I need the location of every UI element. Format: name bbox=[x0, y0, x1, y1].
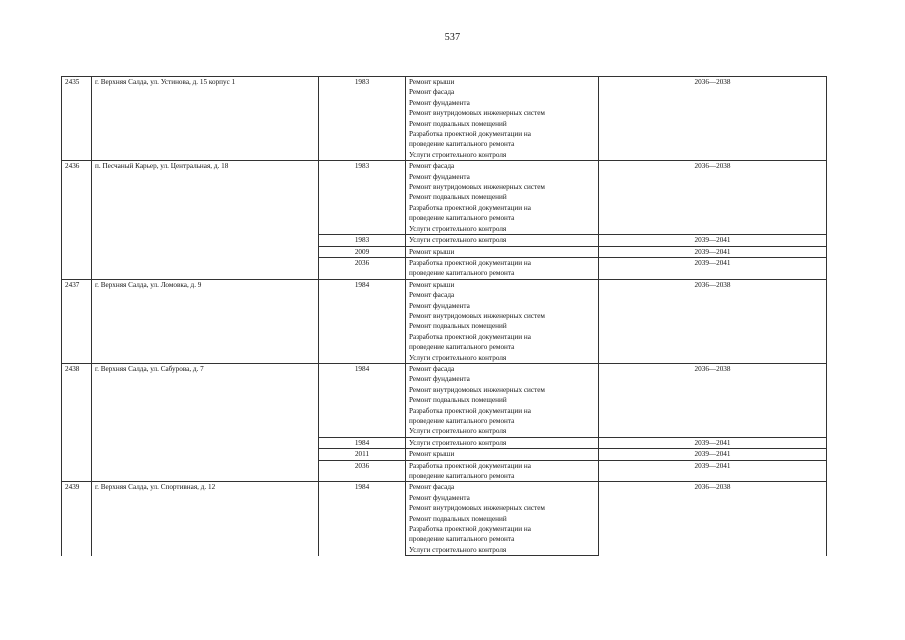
work-item: Ремонт фундамента bbox=[409, 172, 470, 181]
work-item: проведение капитального ремонта bbox=[409, 140, 515, 149]
work-item: Ремонт внутридомовых инженерных систем bbox=[409, 385, 545, 394]
year-cell: 2036 bbox=[319, 460, 406, 482]
work-list-cell bbox=[406, 482, 599, 556]
work-list-cell bbox=[406, 363, 599, 437]
work-item: Ремонт внутридомовых инженерных систем bbox=[409, 311, 545, 320]
work-item: проведение капитального ремонта bbox=[409, 214, 515, 223]
work-list-cell bbox=[406, 161, 599, 235]
work-item: проведение капитального ремонта bbox=[409, 269, 515, 278]
work-item: Ремонт крыши bbox=[409, 247, 455, 256]
work-item: Ремонт фасада bbox=[409, 291, 455, 300]
work-item: Ремонт подвальных помещений bbox=[409, 322, 507, 331]
work-list-cell bbox=[406, 279, 599, 363]
work-item: Ремонт подвальных помещений bbox=[409, 514, 507, 523]
year-cell: 2036 bbox=[319, 257, 406, 279]
building-row bbox=[62, 482, 827, 556]
year-cell: 2009 bbox=[319, 246, 406, 257]
work-list-cell bbox=[406, 257, 599, 279]
building-row bbox=[62, 77, 827, 161]
building-row bbox=[62, 363, 827, 437]
work-item: Разработка проектной документации на bbox=[409, 130, 531, 139]
work-item: Ремонт внутридомовых инженерных систем bbox=[409, 183, 545, 192]
period-cell: 2039—2041 bbox=[599, 449, 827, 460]
row-number: 2436 bbox=[62, 161, 92, 279]
period-cell: 2036—2038 bbox=[599, 363, 827, 437]
work-item: Услуги строительного контроля bbox=[409, 545, 507, 554]
work-item: Ремонт крыши bbox=[409, 450, 455, 459]
work-item: Ремонт фасада bbox=[409, 483, 455, 492]
work-item: Разработка проектной документации на bbox=[409, 525, 531, 534]
work-item: Разработка проектной документации на bbox=[409, 258, 531, 267]
work-item: Услуги строительного контроля bbox=[409, 353, 507, 362]
work-item: Услуги строительного контроля bbox=[409, 427, 507, 436]
building-address: г. Верхняя Салда, ул. Ломовка, д. 9 bbox=[92, 279, 319, 363]
work-item: Разработка проектной документации на bbox=[409, 332, 531, 341]
work-item: Ремонт подвальных помещений bbox=[409, 396, 507, 405]
building-address: г. Верхняя Салда, ул. Устинова, д. 15 корпус 1 bbox=[92, 77, 319, 161]
work-item: Ремонт фундамента bbox=[409, 301, 470, 310]
work-item: Услуги строительного контроля bbox=[409, 224, 507, 233]
work-item: Ремонт фасада bbox=[409, 88, 455, 97]
period-cell: 2036—2038 bbox=[599, 482, 827, 556]
work-item: проведение капитального ремонта bbox=[409, 535, 515, 544]
year-cell: 1984 bbox=[319, 437, 406, 448]
row-number: 2439 bbox=[62, 482, 92, 556]
work-item: Разработка проектной документации на bbox=[409, 461, 531, 470]
year-cell: 1983 bbox=[319, 161, 406, 235]
work-item: проведение капитального ремонта bbox=[409, 417, 515, 425]
row-number: 2438 bbox=[62, 363, 92, 481]
work-item: Разработка проектной документации на bbox=[409, 203, 531, 212]
work-item: Ремонт фундамента bbox=[409, 375, 470, 384]
period-cell: 2036—2038 bbox=[599, 77, 827, 161]
year-cell: 1983 bbox=[319, 235, 406, 246]
year-cell: 1983 bbox=[319, 77, 406, 161]
work-list-cell bbox=[406, 437, 599, 448]
work-item: Ремонт внутридомовых инженерных систем bbox=[409, 504, 545, 513]
work-item: Разработка проектной документации на bbox=[409, 406, 531, 415]
work-list-cell bbox=[406, 449, 599, 460]
work-item: Ремонт фундамента bbox=[409, 493, 470, 502]
work-item: Услуги строительного контроля bbox=[409, 236, 507, 245]
building-row bbox=[62, 279, 827, 363]
repair-schedule-body bbox=[62, 77, 827, 556]
work-item: Услуги строительного контроля bbox=[409, 150, 507, 159]
period-cell: 2039—2041 bbox=[599, 257, 827, 279]
period-cell: 2039—2041 bbox=[599, 246, 827, 257]
year-cell: 2011 bbox=[319, 449, 406, 460]
period-cell: 2039—2041 bbox=[599, 235, 827, 246]
work-list-cell bbox=[406, 460, 599, 482]
building-address: п. Песчаный Карьер, ул. Центральная, д. 18 bbox=[92, 161, 319, 279]
work-item: Ремонт фасада bbox=[409, 364, 455, 373]
work-item: проведение капитального ремонта bbox=[409, 472, 515, 481]
building-address: г. Верхняя Салда, ул. Сабурова, д. 7 bbox=[92, 363, 319, 481]
year-cell: 1984 bbox=[319, 482, 406, 556]
work-item: Ремонт крыши bbox=[409, 280, 455, 289]
building-address: г. Верхняя Салда, ул. Спортивная, д. 12 bbox=[92, 482, 319, 556]
row-number: 2435 bbox=[62, 77, 92, 161]
work-item: Ремонт подвальных помещений bbox=[409, 119, 507, 128]
work-list-cell bbox=[406, 77, 599, 161]
year-cell: 1984 bbox=[319, 279, 406, 363]
work-item: Ремонт фундамента bbox=[409, 98, 470, 107]
work-item: Ремонт крыши bbox=[409, 78, 455, 86]
period-cell: 2036—2038 bbox=[599, 161, 827, 235]
work-list-cell bbox=[406, 235, 599, 246]
work-item: Ремонт фасада bbox=[409, 162, 455, 171]
repair-schedule-table bbox=[61, 76, 827, 556]
period-cell: 2039—2041 bbox=[599, 437, 827, 448]
work-item: Ремонт внутридомовых инженерных систем bbox=[409, 109, 545, 118]
year-cell: 1984 bbox=[319, 363, 406, 437]
work-item: Ремонт подвальных помещений bbox=[409, 193, 507, 202]
work-item: проведение капитального ремонта bbox=[409, 343, 515, 352]
row-number: 2437 bbox=[62, 279, 92, 363]
period-cell: 2036—2038 bbox=[599, 279, 827, 363]
building-row bbox=[62, 161, 827, 235]
page-number: 537 bbox=[444, 32, 461, 43]
work-item: Услуги строительного контроля bbox=[409, 438, 507, 447]
work-list-cell bbox=[406, 246, 599, 257]
period-cell: 2039—2041 bbox=[599, 460, 827, 482]
